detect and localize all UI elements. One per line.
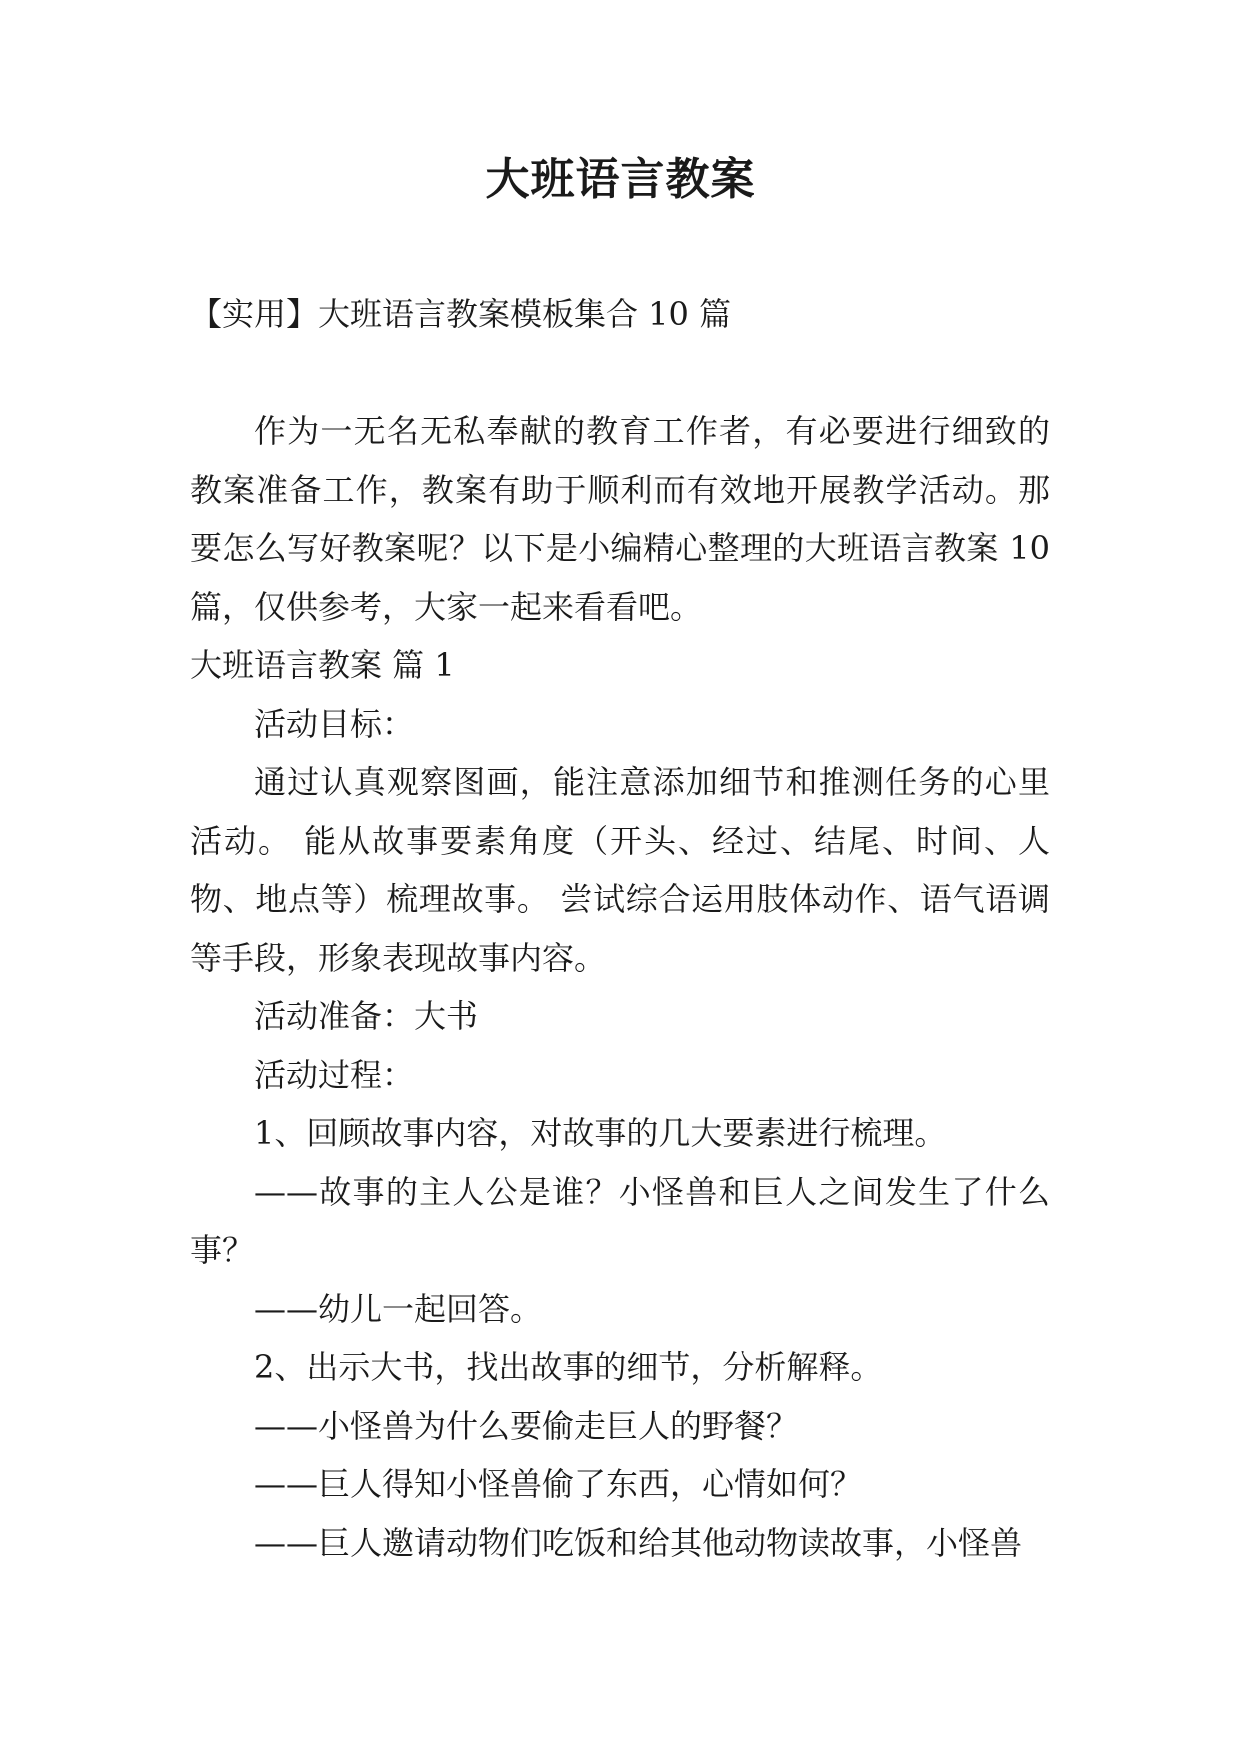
intro-paragraph: 作为一无名无私奉献的教育工作者，有必要进行细致的教案准备工作，教案有助于顺利而有效地开展教学活动。那要怎么写好教案呢？以下是小编精心整理的大班语言教案 10 篇，仅供参考，大家一起来看看吧。 (190, 412, 1050, 626)
answer-line: ——幼儿一起回答。 (254, 1289, 543, 1328)
activity-preparation: 活动准备：大书 (254, 997, 479, 1035)
document-title: 大班语言教案 (485, 154, 756, 205)
section-heading: 大班语言教案 篇 1 (190, 646, 455, 684)
question-line: ——小怪兽为什么要偷走巨人的野餐？ (254, 1406, 799, 1445)
activity-goals-paragraph: 通过认真观察图画，能注意添加细节和推测任务的心里活动。 能从故事要素角度（开头、经过、结尾、时间、人物、地点等）梳理故事。 尝试综合运用肢体动作、语气语调等手段，形象表现故事内容。 (190, 763, 1050, 977)
question-line: ——巨人得知小怪兽偷了东西，心情如何？ (254, 1465, 863, 1503)
process-step-2: 2、出示大书，找出故事的细节，分析解释。 (254, 1348, 883, 1386)
process-step-1: 1、回顾故事内容，对故事的几大要素进行梳理。 (254, 1114, 947, 1152)
question-line: ——巨人邀请动物们吃饭和给其他动物读故事，小怪兽 (254, 1523, 1023, 1562)
activity-process-label: 活动过程： (254, 1055, 415, 1094)
activity-goals-label: 活动目标： (254, 704, 415, 743)
document-subtitle: 【实用】大班语言教案模板集合 10 篇 (190, 295, 732, 333)
question-line: ——故事的主人公是谁？小怪兽和巨人之间发生了什么事？ (190, 1172, 1050, 1269)
document-body (190, 402, 1050, 1572)
